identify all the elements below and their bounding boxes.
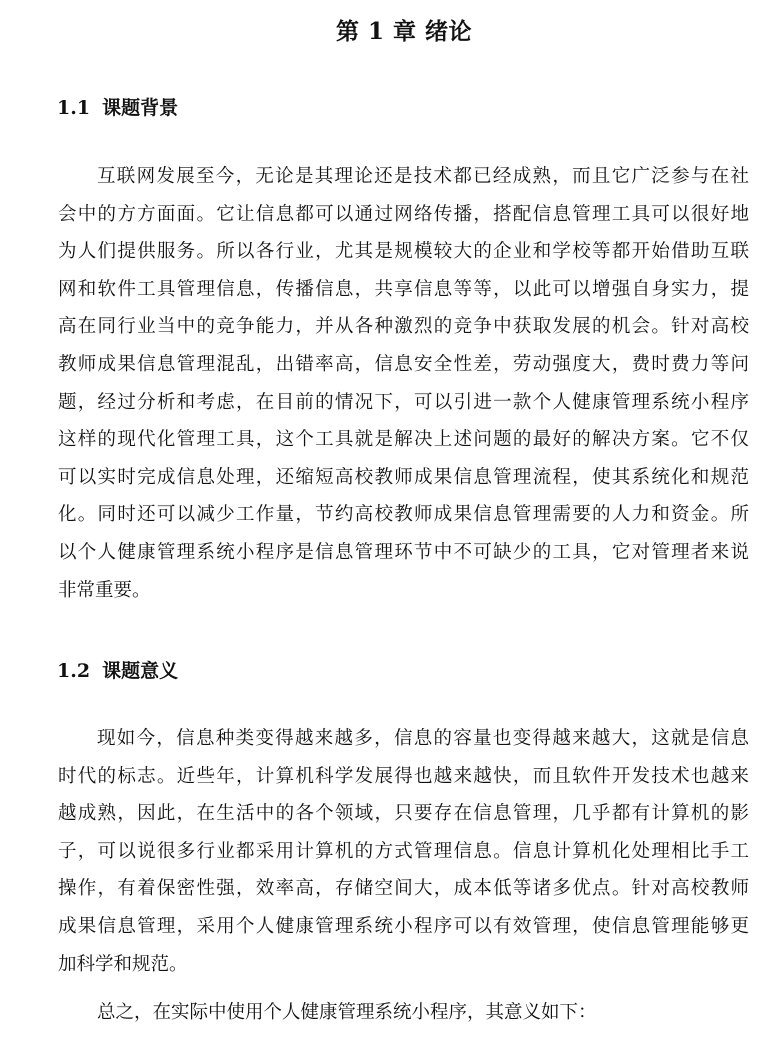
paragraph-line: 高在同行业当中的竞争能力，并从各种激烈的竞争中获取发展的机会。针对高校 <box>58 316 749 338</box>
section-number: 1.2 <box>57 660 91 682</box>
section-number: 1.1 <box>57 97 91 119</box>
paragraph-line: 以个人健康管理系统小程序是信息管理环节中不可缺少的工具，它对管理者来说 <box>58 541 749 563</box>
paragraph-line: 现如今，信息种类变得越来越多，信息的容量也变得越来越大，这就是信息 <box>97 728 749 749</box>
section-title: 课题背景 <box>102 97 179 119</box>
paragraph-line: 总之，在实际中使用个人健康管理系统小程序，其意义如下： <box>97 1002 597 1023</box>
paragraph-background <box>58 158 758 609</box>
paragraph-line: 为人们提供服务。所以各行业，尤其是规模较大的企业和学校等都开始借助互联 <box>58 241 749 263</box>
section-heading-1-2 <box>57 656 178 686</box>
section-heading-1-1 <box>57 93 178 123</box>
paragraph-line: 可以实时完成信息处理，还缩短高校教师成果信息管理流程，使其系统化和规范 <box>58 466 749 488</box>
paragraph-line: 时代的标志。近些年，计算机科学发展得也越来越快，而且软件开发技术也越来 <box>58 765 749 787</box>
paragraph-line: 加科学和规范。 <box>58 953 188 975</box>
paragraph-line: 网和软件工具管理信息，传播信息，共享信息等等，以此可以增强自身实力，提 <box>58 278 749 300</box>
paragraph-line: 非常重要。 <box>58 579 151 601</box>
paragraph-line: 这样的现代化管理工具，这个工具就是解决上述问题的最好的解决方案。它不仅 <box>58 429 749 451</box>
paragraph-summary <box>58 994 758 1032</box>
paragraph-line: 会中的方方面面。它让信息都可以通过网络传播，搭配信息管理工具可以很好地 <box>58 203 749 225</box>
paragraph-line: 子，可以说很多行业都采用计算机的方式管理信息。信息计算机化处理相比手工 <box>58 840 749 862</box>
paragraph-line: 题，经过分析和考虑，在目前的情况下，可以引进一款个人健康管理系统小程序 <box>58 391 749 413</box>
paragraph-line: 化。同时还可以减少工作量，节约高校教师成果信息管理需要的人力和资金。所 <box>58 504 749 526</box>
section-title: 课题意义 <box>102 660 179 682</box>
chapter-title: 第 1 章 绪论 <box>335 18 473 45</box>
paragraph-line: 操作，有着保密性强，效率高，存储空间大，成本低等诸多优点。针对高校教师 <box>58 878 749 900</box>
paragraph-line: 越成熟，因此，在生活中的各个领域，只要存在信息管理，几乎都有计算机的影 <box>58 803 749 825</box>
paragraph-significance <box>58 720 758 983</box>
paragraph-line: 互联网发展至今，无论是其理论还是技术都已经成熟，而且它广泛参与在社 <box>97 166 749 187</box>
paragraph-line: 成果信息管理，采用个人健康管理系统小程序可以有效管理，使信息管理能够更 <box>58 915 749 937</box>
paragraph-line: 教师成果信息管理混乱，出错率高，信息安全性差，劳动强度大，费时费力等问 <box>58 353 749 375</box>
